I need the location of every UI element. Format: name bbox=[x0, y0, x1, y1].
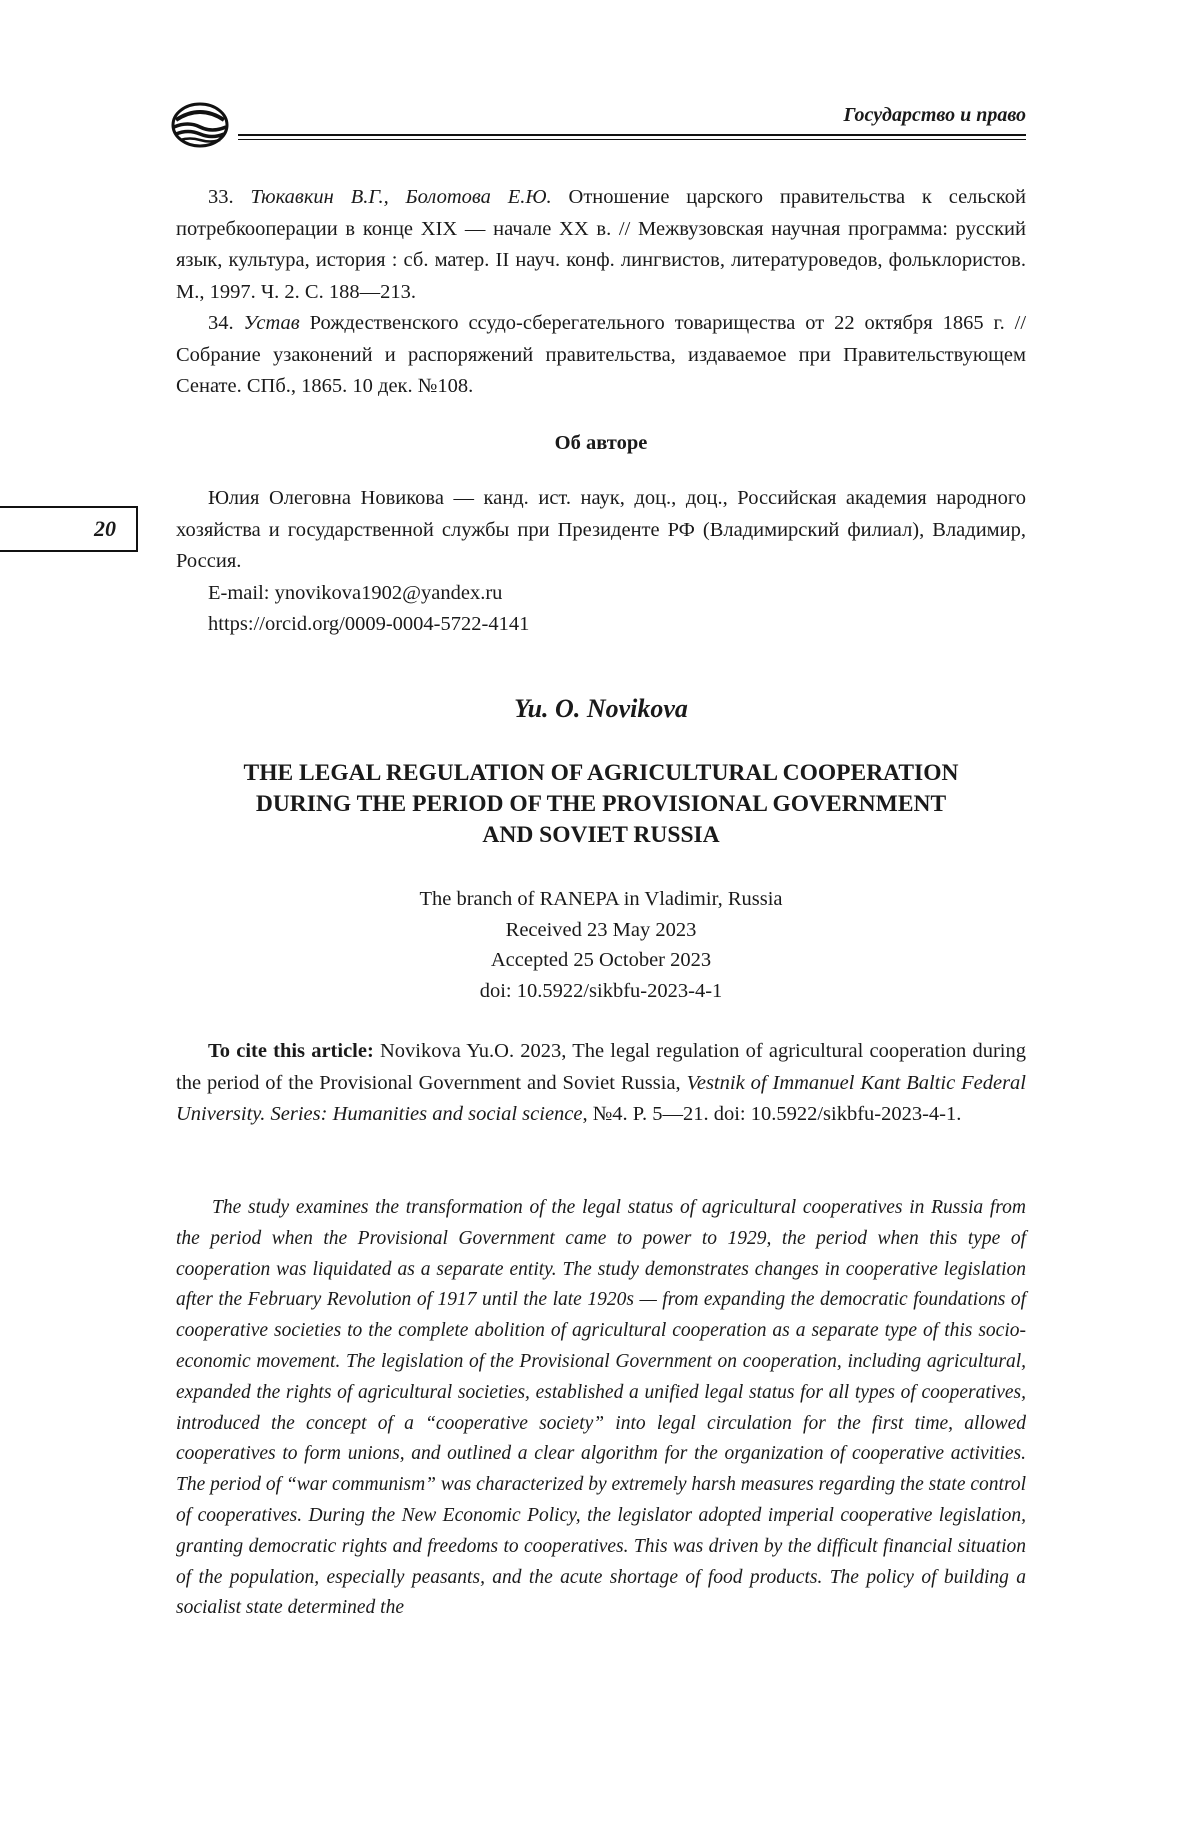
reference-list bbox=[176, 182, 1026, 403]
doi[interactable]: doi: 10.5922/sikbfu-2023-4-1 bbox=[479, 979, 723, 1002]
citation-text: Novikova Yu.O. 2023, The legal regulation of agricultural cooperation during the period of the Provisional Government and Soviet Russia, bbox=[176, 1040, 1026, 1094]
abstract: The study examines the transformation of the legal status of agricultural cooperatives in Russia from the period when the Provisional Government came to power to 1929, the period when this type of cooperation was liquidated as a separate entity. The study demonstrates changes in cooperative legislation after the February Revolution of 1917 until the late 1920s — from expanding the democratic foundations of cooperative societies to the complete abolition of agricultural cooperation as a separate type of this socio-economic movement. The legislation of the Provisional Government on cooperation, including agricultural, expanded the rights of agricultural societies, established a unified legal status for all types of cooperatives, introduced the concept of a “cooperative society” into legal circulation for the first time, allowed cooperatives to form unions, and outlined a clear algorithm for the organization of cooperative activities. The period of “war communism” was characterized by extremely harsh measures regarding the state control of cooperatives. During the New Economic Policy, the legislator adopted imperial cooperative legislation, granting democratic rights and freedoms to cooperatives. This was driven by the difficult financial situation of the population, especially peasants, and the acute shortage of food products. The policy of building a socialist state determined the bbox=[176, 1197, 1026, 1619]
reference-number: 33. bbox=[208, 186, 234, 208]
author-bio: Юлия Олеговна Новикова — канд. ист. наук, доц., доц., Российская академия народного хозяйства и государственной службы при Президенте РФ (Владимирский филиал), Владимир, Россия. bbox=[176, 487, 1026, 572]
accepted-date: Accepted 25 October 2023 bbox=[490, 949, 712, 971]
reference-number: 34. bbox=[208, 312, 234, 334]
article-title-line: AND SOVIET RUSSIA bbox=[482, 822, 720, 848]
article-meta bbox=[176, 884, 1026, 1006]
citation-tail: , №4. P. 5—21. doi: 10.5922/sikbfu-2023-4-1. bbox=[582, 1103, 962, 1125]
reference-authors: Тюкавкин В.Г., Болотова Е.Ю. bbox=[250, 186, 552, 208]
running-header bbox=[170, 100, 1026, 150]
reference-text: Рождественского ссудо-сберегательного товарищества от 22 октября 1865 г. // Собрание узаконений и распоряжений правительства, издаваемое при Правительствующем Сенате. СПб., 1865. 10 дек. №108. bbox=[176, 312, 1027, 397]
reference-authors: Устав bbox=[243, 312, 300, 334]
citation-label: To cite this article: bbox=[208, 1040, 374, 1062]
about-author-heading: Об авторе bbox=[554, 432, 648, 454]
author-orcid-link[interactable]: https://orcid.org/0009-0004-5722-4141 bbox=[208, 613, 530, 635]
article-title bbox=[176, 758, 1026, 851]
reference-item bbox=[176, 182, 1026, 308]
about-author bbox=[176, 483, 1026, 641]
received-date: Received 23 May 2023 bbox=[505, 918, 697, 941]
citation-block bbox=[176, 1036, 1026, 1131]
article-title-line: DURING THE PERIOD OF THE PROVISIONAL GOVERNMENT bbox=[255, 791, 947, 817]
header-rule-thin bbox=[238, 139, 1026, 140]
header-rule-thick bbox=[238, 134, 1026, 136]
journal-section-title: Государство и право bbox=[843, 104, 1026, 126]
citation-journal: Vestnik of Immanuel Kant Baltic Federal University. Series: Humanities and social science bbox=[176, 1071, 1026, 1125]
page-number: 20 bbox=[0, 506, 138, 552]
reference-item bbox=[176, 308, 1026, 403]
author-email[interactable]: E-mail: ynovikova1902@yandex.ru bbox=[208, 581, 503, 604]
article-author: Yu. O. Novikova bbox=[514, 694, 688, 723]
reference-text: Отношение царского правительства к сельской потребкооперации в конце XIX — начале XX в. // Межвузовская научная программа: русский язык, культура, история : сб. матер. II науч. конф. лингвистов, литературоведов, фольклористов. М., 1997. Ч. 2. С. 188—213. bbox=[176, 186, 1027, 303]
article-title-line: THE LEGAL REGULATION OF AGRICULTURAL COOPERATION bbox=[243, 760, 959, 786]
journal-logo-icon bbox=[170, 102, 234, 148]
affiliation: The branch of RANEPA in Vladimir, Russia bbox=[419, 888, 783, 910]
